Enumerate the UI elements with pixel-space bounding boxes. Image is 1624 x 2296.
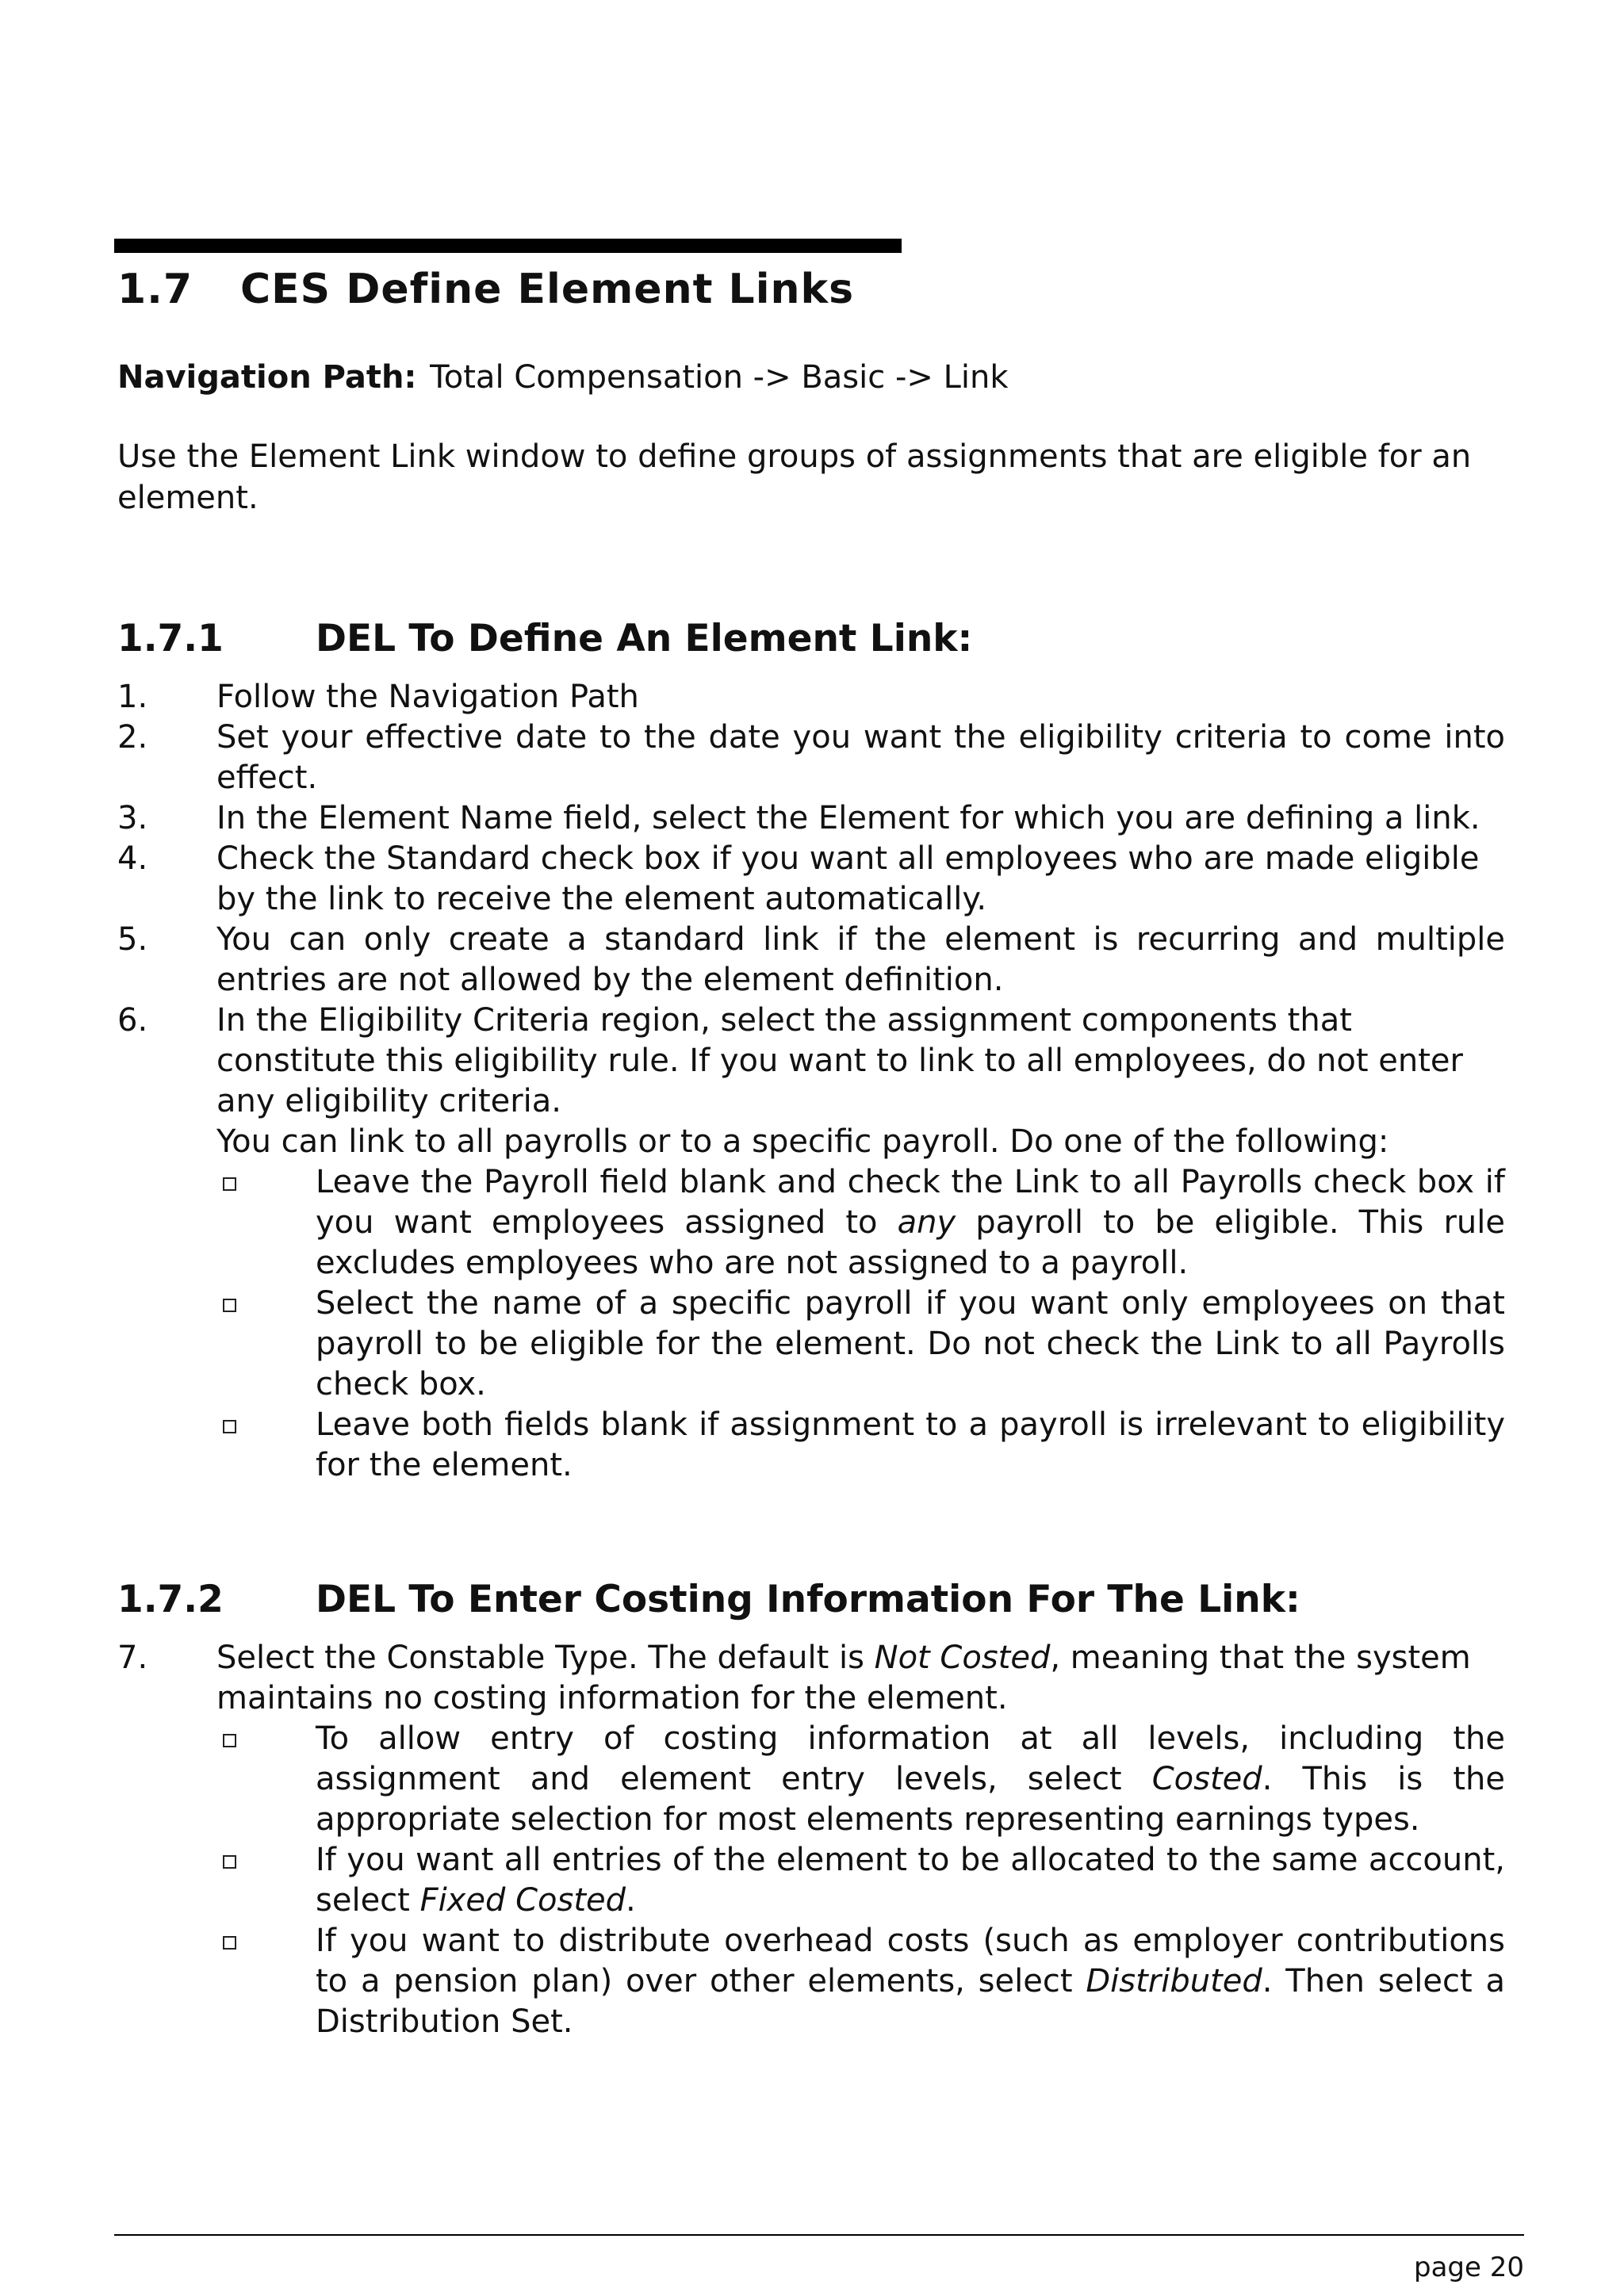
subsection-title: DEL To Enter Costing Information For The Link: (316, 1578, 1300, 1621)
list-item (117, 1638, 1505, 1719)
bullet-emphasis: Fixed Costed (419, 1882, 626, 1919)
navigation-path-label: Navigation Path: (117, 359, 417, 396)
step-number: 2. (117, 719, 148, 756)
list-item (117, 1001, 1505, 1122)
bullet-item (117, 1921, 1505, 2042)
bullet-text: . Then select a Distribution Set. (316, 1963, 1506, 2040)
section-top-rule (114, 239, 902, 253)
page-number: page 20 (1414, 2252, 1524, 2283)
step-text: Check the Standard check box if you want all employees who are made eligible by the link to receive the element automatically. (216, 840, 1480, 917)
step-text: In the Element Name field, select the Element for which you are defining a link. (216, 800, 1480, 836)
bullet-text: . (626, 1882, 636, 1919)
navigation-path (117, 359, 1009, 396)
payroll-options-intro: You can link to all payrolls or to a specific payroll. Do one of the following: (216, 1123, 1389, 1160)
step-number: 3. (117, 800, 148, 836)
list-item (117, 920, 1505, 1001)
section-number: 1.7 (117, 266, 193, 313)
bullet-text: . This is the appropriate selection for most elements representing earnings types. (316, 1761, 1505, 1838)
costing-steps (117, 1638, 1505, 2042)
checkbox-bullet-icon (223, 1936, 236, 1950)
step-text: Select the Constable Type. The default is (216, 1640, 875, 1676)
step-text: , meaning that the system maintains no costing information for the element. (216, 1640, 1471, 1716)
checkbox-bullet-icon (223, 1299, 236, 1312)
step-text: Follow the Navigation Path (216, 679, 639, 715)
step-number: 4. (117, 840, 148, 877)
bullet-text: Select the name of a specific payroll if you want only employees on that payroll to be eligible for the element. Do not check the Link to all Payrolls check box. (316, 1285, 1505, 1402)
checkbox-bullet-icon (223, 1177, 236, 1191)
footer-rule (114, 2234, 1524, 2236)
checkbox-bullet-icon (223, 1734, 236, 1747)
bullet-emphasis: Distributed (1086, 1963, 1262, 1999)
checkbox-bullet-icon (223, 1855, 236, 1869)
bullet-emphasis: Costed (1151, 1761, 1262, 1797)
bullet-item (117, 1840, 1505, 1921)
bullet-item (117, 1405, 1505, 1486)
bullet-text: payroll to be eligible. This rule excludes employees who are not assigned to a payroll. (316, 1204, 1505, 1281)
bullet-item (117, 1719, 1505, 1840)
checkbox-bullet-icon (223, 1420, 236, 1433)
navigation-path-value: Total Compensation -> Basic -> Link (430, 359, 1009, 396)
section-heading (117, 266, 854, 313)
step-number: 7. (117, 1640, 148, 1676)
list-item (117, 677, 1505, 718)
step-emphasis: Not Costed (874, 1640, 1051, 1676)
step-number: 5. (117, 921, 148, 958)
subsection-heading-define-link (117, 617, 972, 660)
bullet-item (117, 1162, 1505, 1284)
define-link-steps (117, 677, 1505, 1486)
section-title: CES Define Element Links (240, 266, 855, 313)
list-item (117, 798, 1505, 839)
step-text: Set your effective date to the date you want the eligibility criteria to come into effect. (216, 719, 1505, 796)
step-number: 6. (117, 1002, 148, 1039)
bullet-emphasis: any (897, 1204, 956, 1241)
list-item (117, 718, 1505, 798)
subsection-number: 1.7.2 (117, 1578, 224, 1621)
bullet-text: Leave both fields blank if assignment to a payroll is irrelevant to eligibility for the element. (316, 1406, 1505, 1483)
bullet-text: Leave the Payroll field blank and check the Link to all Payrolls check box if you want employees assigned to (316, 1164, 1505, 1241)
subsection-title: DEL To Define An Element Link: (316, 617, 973, 660)
bullet-item (117, 1284, 1505, 1405)
bullet-text: If you want to distribute overhead costs (such as employer contributions to a pension plan) over other elements, select (316, 1923, 1505, 1999)
intro-paragraph: Use the Element Link window to define groups of assignments that are eligible for an element. (117, 438, 1472, 516)
step-number: 1. (117, 679, 148, 715)
bullet-text: To allow entry of costing information at all levels, including the assignment and element entry levels, select (316, 1720, 1505, 1797)
subsection-number: 1.7.1 (117, 617, 224, 660)
step-text: You can only create a standard link if the element is recurring and multiple entries are not allowed by the element definition. (216, 921, 1505, 998)
subsection-heading-costing (117, 1578, 1300, 1621)
bullet-text: If you want all entries of the element to be allocated to the same account, select (316, 1842, 1505, 1919)
list-item (117, 839, 1505, 920)
step-text: In the Eligibility Criteria region, select the assignment components that constitute this eligibility rule. If you want to link to all employees, do not enter any eligibility criteria. (216, 1002, 1463, 1119)
